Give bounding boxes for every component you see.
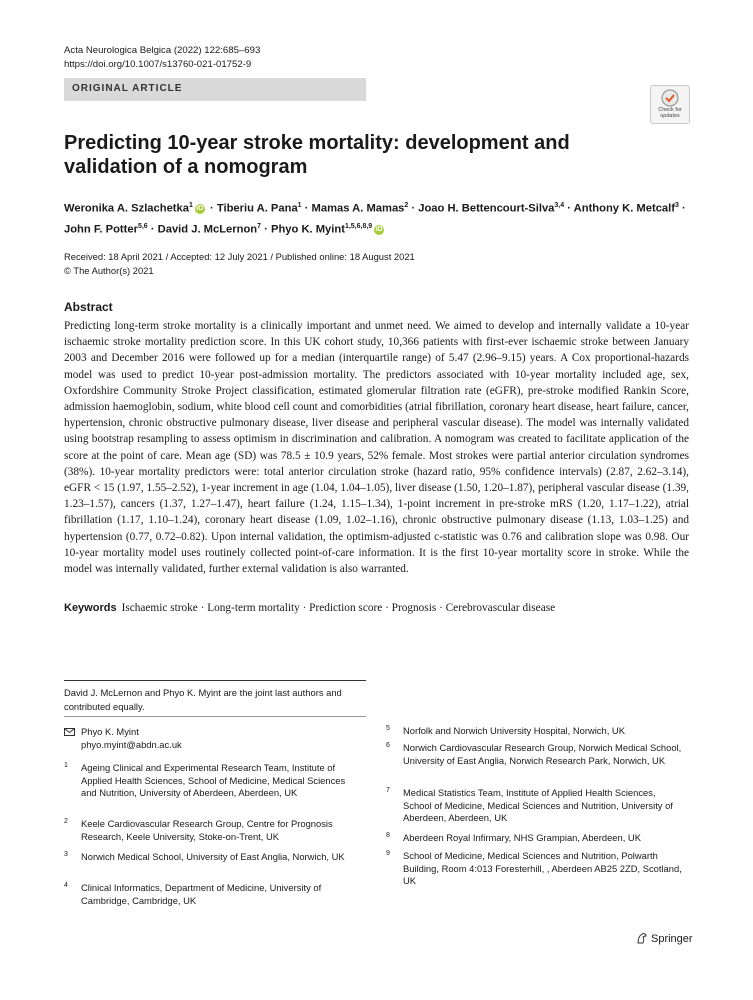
author-affiliation-ref: 5,6 xyxy=(137,222,148,230)
author: Weronika A. Szlachetka xyxy=(64,202,189,215)
affiliation-number: 2 xyxy=(64,818,68,825)
author-affiliation-ref: 2 xyxy=(404,202,409,209)
keywords-label: Keywords xyxy=(64,602,117,614)
check-for-updates-badge[interactable] xyxy=(650,85,690,124)
affiliation-number: 1 xyxy=(64,762,68,769)
author: John F. Potter xyxy=(64,223,138,236)
journal-citation: Acta Neurologica Belgica (2022) 122:685–693 xyxy=(64,45,261,56)
author-affiliation-ref: 7 xyxy=(257,222,262,230)
corresponding-author xyxy=(64,725,364,751)
author: Mamas A. Mamas xyxy=(311,202,405,215)
springer-horse-icon xyxy=(636,932,648,944)
keywords-list: Ischaemic stroke · Long-term mortality · Prediction score · Prognosis · Cerebrovascular disease xyxy=(121,602,556,614)
author-affiliation-ref: 1,5,6,8,9 xyxy=(344,222,373,230)
contact-email[interactable]: phyo.myint@abdn.ac.uk xyxy=(81,739,182,750)
author-affiliation-ref: 1 xyxy=(188,202,193,209)
affiliation xyxy=(386,725,686,738)
affiliation-text: Keele Cardiovascular Research Group, Centre for Prognosis Research, Keele University, Stoke-on-Trent, UK xyxy=(81,818,333,842)
author-affiliation-ref: 3 xyxy=(674,202,679,209)
check-updates-text-2: updates xyxy=(660,113,680,119)
article-type-label: ORIGINAL ARTICLE xyxy=(72,83,183,94)
affiliation-text: School of Medicine, Medical Sciences and Nutrition, Polwarth Building, Room 4:013 Foresterhill, , Aberdeen AB25 2ZD, Scotland, UK xyxy=(403,850,682,887)
publisher-name: Springer xyxy=(651,933,693,945)
check-updates-icon xyxy=(661,89,679,107)
article-title: Predicting 10-year stroke mortality: development and validation of a nomogram xyxy=(64,132,570,178)
affiliation xyxy=(386,787,686,825)
orcid-icon[interactable]: iD xyxy=(196,204,204,212)
footnote-divider xyxy=(64,680,366,681)
author-affiliation-ref: 3,4 xyxy=(554,202,565,209)
author: David J. McLernon xyxy=(157,223,258,236)
affiliation-text: Ageing Clinical and Experimental Research Team, Institute of Applied Health Sciences, School of Medicine, Medical Sciences and Nutrition, University of Aberdeen, Aberdeen, UK xyxy=(81,762,346,799)
author: Anthony K. Metcalf xyxy=(573,202,675,215)
affiliation xyxy=(64,851,352,864)
author: Joao H. Bettencourt-Silva xyxy=(418,202,555,215)
abstract-text: Predicting long-term stroke mortality is a clinically important and unmet need. We aimed to develop and internally validate a 10-year ischaemic stroke mortality prediction score. In this UK cohort study, 10,366 patients with first-ever ischaemic stroke between January 2003 and December 2016 were followed up for a median (interquartile range) of 5.47 (2.96–9.15) years. A Cox proportional-hazards model was used to predict 10-year post-admission mortality. The predictors associated with 10-year mortality included age, sex, Oxfordshire Community Stroke Project classification, estimated glomerular filtration rate (eGFR), pre-stroke modified Rankin Score, admission haemoglobin, sodium, white blood cell count and comorbidities (atrial fibrillation, coronary heart disease, heart failure, cancer, hypertension, chronic obstructive pulmonary disease, liver disease and peripheral vascular disease). The model was internally validated using bootstrap resampling to assess optimism in discrimination and calibration. A nomogram was created to facilitate application of the score at the point of care. Mean age (SD) was 78.5 ± 10.9 years, 52% female. Most strokes were partial anterior circulation syndromes (38%). 10-year mortality predictors were: total anterior circulation stroke (hazard ratio, 95% confidence intervals) (2.87, 2.62–3.14), eGFR < 15 (1.97, 1.55–2.52), 1-year increment in age (1.04, 1.04–1.05), liver disease (1.50, 1.20–1.87), peripheral vascular disease (1.39, 1.23–1.57), cancers (1.37, 1.27–1.47), heart failure (1.24, 1.15–1.34), 1-point increment in pre-stroke mRS (1.20, 1.17–1.22), atrial fibrillation (1.17, 1.10–1.24), coronary heart disease (1.09, 1.02–1.16), chronic obstructive pulmonary disease (1.13, 1.03–1.25) and hypertension (0.77, 0.72–0.82). Upon internal validation, the optimism-adjusted c-statistic was 0.76 and calibration slope was 0.98. Our 10-year mortality model uses routinely collected point-of-care information. It is the first 10-year mortality score in stroke. While the model was internally validated, further external validation is also warranted. xyxy=(64,320,689,576)
author: Tiberiu A. Pana xyxy=(216,202,298,215)
affiliation-text: Norwich Cardiovascular Research Group, Norwich Medical School, University of East Anglia, Norwich Research Park, Norwich, UK xyxy=(403,742,682,766)
author: Phyo K. Myint xyxy=(270,223,345,236)
author-affiliation-ref: 1 xyxy=(297,202,302,209)
affiliation-number: 3 xyxy=(64,851,68,858)
affiliation-number: 7 xyxy=(386,787,390,794)
affiliation-number: 8 xyxy=(386,832,390,839)
affiliation-number: 6 xyxy=(386,742,390,749)
article-type-banner xyxy=(64,78,366,101)
envelope-icon xyxy=(64,728,75,736)
contact-name: Phyo K. Myint xyxy=(81,726,139,737)
author-list: Weronika A. Szlachetka$^1$ iD · Tiberiu A. Pana$^1$ · Mamas A. Mamas$^2$ · Joao H. Bettencourt-Silva$^{3,4}$ · Anthony K. Metcalf$^3$ · John F. Potter$^{5,6}$ · David J. McLernon$^7$ · Phyo K. Myint$^{1,5,6,8,9}$ iD xyxy=(64,202,686,236)
affiliation xyxy=(386,742,686,767)
affiliation-number: 4 xyxy=(64,882,68,889)
orcid-icon[interactable]: iD xyxy=(375,225,383,233)
contact-divider xyxy=(64,716,366,717)
affiliation-text: Norwich Medical School, University of East Anglia, Norwich, UK xyxy=(81,851,345,862)
affiliation xyxy=(64,762,352,800)
affiliation xyxy=(64,818,352,843)
copyright: © The Author(s) 2021 xyxy=(64,265,154,276)
affiliation-text: Clinical Informatics, Department of Medicine, University of Cambridge, Cambridge, UK xyxy=(81,882,322,906)
affiliation-text: Medical Statistics Team, Institute of Applied Health Sciences, School of Medicine, Medical Sciences and Nutrition, University of Aberdeen, Aberdeen, UK xyxy=(403,787,673,824)
publisher-logo xyxy=(636,932,693,946)
affiliation-text: Aberdeen Royal Infirmary, NHS Grampian, Aberdeen, UK xyxy=(403,832,641,843)
affiliation xyxy=(386,832,686,845)
joint-authorship-note: David J. McLernon and Phyo K. Myint are the joint last authors and contributed equally. xyxy=(64,687,342,712)
affiliation-number: 9 xyxy=(386,850,390,857)
doi-link[interactable]: https://doi.org/10.1007/s13760-021-01752-9 xyxy=(64,59,252,70)
affiliation xyxy=(64,882,352,907)
check-updates-text-1: Check for xyxy=(658,107,682,113)
affiliation-text: Norfolk and Norwich University Hospital, Norwich, UK xyxy=(403,725,625,736)
affiliation xyxy=(386,850,686,888)
affiliation-number: 5 xyxy=(386,725,390,732)
publication-dates: Received: 18 April 2021 / Accepted: 12 July 2021 / Published online: 18 August 2021 xyxy=(64,251,415,262)
keywords xyxy=(64,600,689,616)
abstract-heading: Abstract xyxy=(64,300,113,314)
